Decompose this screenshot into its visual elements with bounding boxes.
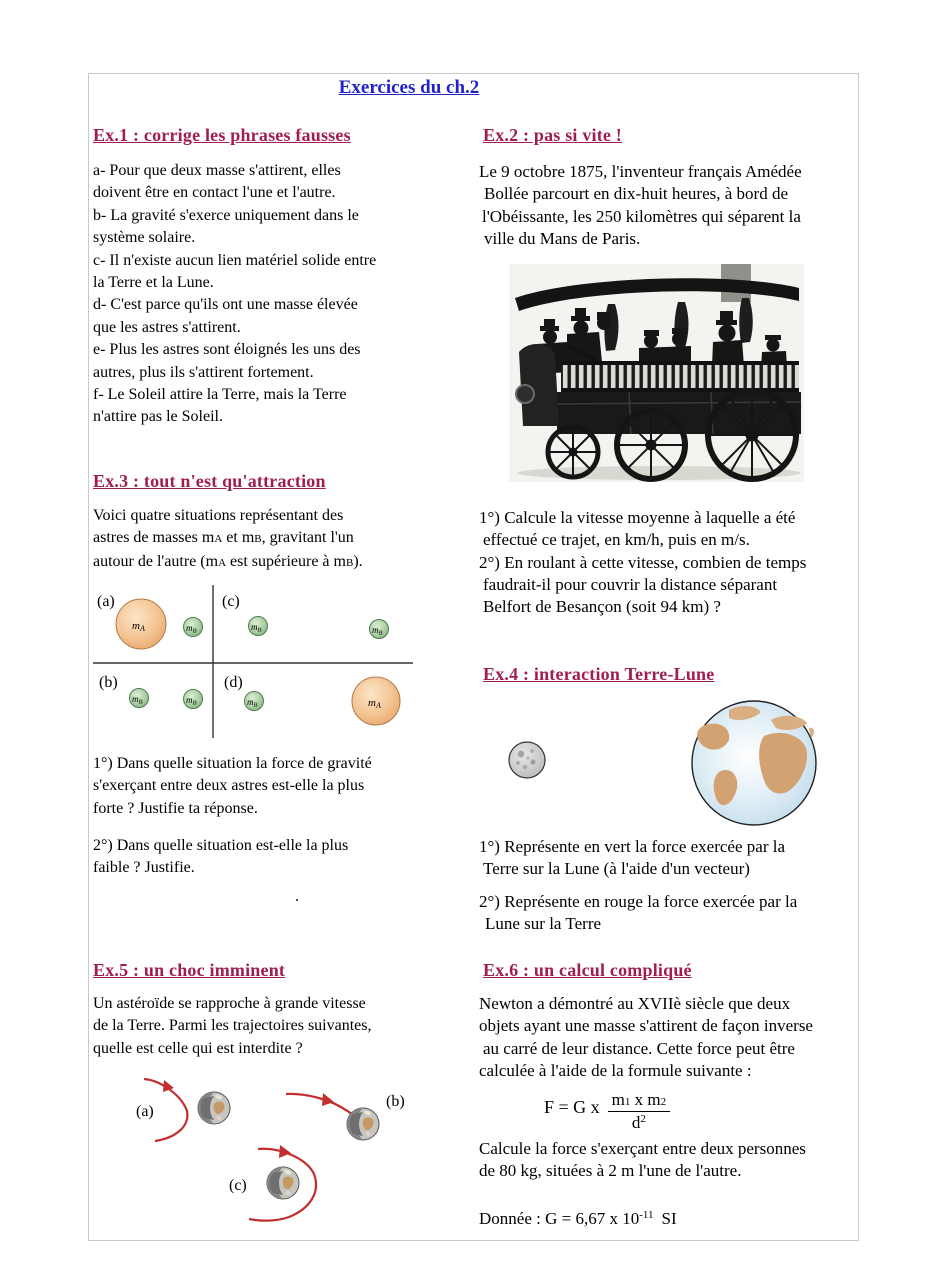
text-line: de 80 kg, situées à 2 m l'une de l'autre. xyxy=(479,1161,742,1181)
rear-wheel xyxy=(708,391,796,479)
text-line: f- Le Soleil attire la Terre, mais la Terre xyxy=(93,386,347,404)
text-line: Un astéroïde se rapproche à grande vitesse xyxy=(93,995,366,1012)
ex6-calc-text xyxy=(479,1138,806,1183)
ex4-heading: Ex.4 : interaction Terre-Lune xyxy=(483,664,715,684)
railing xyxy=(561,364,799,390)
formula-fraction xyxy=(608,1090,670,1133)
ex1-heading: Ex.1 : corrige les phrases fausses xyxy=(93,125,351,145)
text-line: la Terre et la Lune. xyxy=(93,274,214,292)
formula-numerator: m1 x m2 xyxy=(608,1090,670,1112)
ex4-question-1 xyxy=(479,836,785,881)
text-line: Le 9 octobre 1875, l'inventeur français Amédée xyxy=(479,162,802,181)
worksheet-page xyxy=(88,73,859,1241)
trajectory-c-arrowhead xyxy=(279,1145,291,1158)
ex1-text xyxy=(93,160,376,429)
text-line: ville du Mans de Paris. xyxy=(484,228,641,248)
earth-b xyxy=(347,1108,379,1140)
mass-a-sphere-label: mA xyxy=(368,697,381,710)
text-line: l'Obéissante, les 250 kilomètres qui séparent la xyxy=(482,206,801,226)
text-line: calculée à l'aide de la formule suivante : xyxy=(479,1060,752,1080)
situation-d-label: (d) xyxy=(224,674,243,691)
text-line: Calcule la force s'exerçant entre deux personnes xyxy=(479,1139,806,1158)
mass-b-sphere-label: mB xyxy=(132,694,143,706)
text-line: système solaire. xyxy=(93,229,196,247)
ex6-text xyxy=(479,993,813,1082)
text-line: Terre sur la Lune (à l'aide d'un vecteur) xyxy=(483,859,750,879)
mass-b-sphere-label: mB xyxy=(372,625,383,637)
ex3-question-1 xyxy=(93,753,372,820)
ex5-diagram xyxy=(89,1071,449,1233)
stray-dot: . xyxy=(295,888,299,905)
ex2-text xyxy=(479,161,802,250)
ex2-heading: Ex.2 : pas si vite ! xyxy=(483,125,622,145)
text-line: Newton a démontré au XVIIè siècle que deux xyxy=(479,994,791,1013)
text-line: c- Il n'existe aucun lien matériel solide entre xyxy=(93,251,377,269)
text-line: forte ? Justifie ta réponse. xyxy=(93,799,258,817)
text-line: a- Pour que deux masse s'attirent, elles xyxy=(93,162,341,179)
middle-wheel xyxy=(617,411,685,479)
trajectory-b-arrowhead xyxy=(322,1093,334,1106)
trajectory-a-arrowhead xyxy=(163,1080,174,1092)
ex4-figure xyxy=(481,696,851,828)
lamp xyxy=(516,385,534,403)
text-line: faudrait-il pour couvrir la distance séparant xyxy=(483,574,778,594)
page-title: Exercices du ch.2 xyxy=(338,77,480,98)
text-line: de la Terre. Parmi les trajectoires suivantes, xyxy=(93,1017,372,1035)
ex6-given-data: Donnée : G = 6,67 x $10^{-11}$ SI xyxy=(479,1209,677,1228)
text-line: effectué ce trajet, en km/h, puis en m/s. xyxy=(483,530,750,550)
text-line: faible ? Justifie. xyxy=(93,859,195,877)
text-line: 1°) Représente en vert la force exercée par la xyxy=(479,837,785,856)
car-photo xyxy=(509,264,804,482)
situation-b-label: (b) xyxy=(99,674,118,691)
trajectory-c-label: (c) xyxy=(229,1177,247,1194)
mass-b-sphere-label: mB xyxy=(186,623,197,635)
text-line: que les astres s'attirent. xyxy=(93,318,241,336)
text-line: au carré de leur distance. Cette force peut être xyxy=(483,1038,795,1058)
text-line: doivent être en contact l'une et l'autre. xyxy=(93,184,336,202)
text-line: Lune sur la Terre xyxy=(485,914,602,934)
text-line: autour de l'autre (mA est supérieure à mB). xyxy=(93,552,363,570)
earth-c xyxy=(267,1167,299,1199)
text-line: n'attire pas le Soleil. xyxy=(93,408,223,426)
formula-lhs: F = G x xyxy=(544,1097,600,1117)
text-line: s'exerçant entre deux astres est-elle la plus xyxy=(93,777,365,795)
mass-b-sphere-label: mB xyxy=(247,697,258,709)
trajectory-b-path xyxy=(286,1094,352,1114)
text-line: b- La gravité s'exerce uniquement dans le xyxy=(93,206,359,224)
text-line: Bollée parcourt en dix-huit heures, à bord de xyxy=(484,184,789,204)
ex3-intro xyxy=(93,505,363,574)
earth-image xyxy=(692,701,816,825)
text-line: Belfort de Besançon (soit 94 km) ? xyxy=(483,597,721,617)
text-line: 1°) Calcule la vitesse moyenne à laquelle a été xyxy=(479,508,796,527)
formula-denominator: $d^2$ xyxy=(631,1113,646,1132)
text-line: 1°) Dans quelle situation la force de gravité xyxy=(93,755,372,772)
moon-image xyxy=(509,742,545,778)
mass-a-sphere-label: mA xyxy=(132,620,145,633)
situation-c-label: (c) xyxy=(222,593,240,610)
ex3-heading: Ex.3 : tout n'est qu'attraction xyxy=(93,471,326,491)
ex4-question-2 xyxy=(479,891,797,936)
text-line: autres, plus ils s'attirent fortement. xyxy=(93,363,314,381)
text-line: e- Plus les astres sont éloignés les uns des xyxy=(93,341,361,359)
ex5-text xyxy=(93,993,371,1060)
text-line: 2°) Dans quelle situation est-elle la plus xyxy=(93,837,349,854)
text-line: 2°) Représente en rouge la force exercée par la xyxy=(479,892,798,911)
text-line: astres de masses mA et mB, gravitant l'un xyxy=(93,529,354,547)
trajectory-b-label: (b) xyxy=(386,1093,405,1110)
ex3-question-2 xyxy=(93,835,348,880)
front-wheel xyxy=(548,427,598,477)
text-line: quelle est celle qui est interdite ? xyxy=(93,1039,303,1057)
text-line: 2°) En roulant à cette vitesse, combien de temps xyxy=(479,552,807,572)
text-line: d- C'est parce qu'ils ont une masse élevée xyxy=(93,296,358,314)
mass-b-sphere-label: mB xyxy=(251,622,262,634)
ex3-diagram xyxy=(89,583,421,743)
mass-b-sphere-label: mB xyxy=(186,695,197,707)
gravitation-formula xyxy=(544,1090,670,1133)
ex5-heading: Ex.5 : un choc imminent xyxy=(93,960,286,980)
text-line: Voici quatre situations représentant des xyxy=(93,507,344,524)
earth-a xyxy=(198,1092,230,1124)
ex6-heading: Ex.6 : un calcul compliqué xyxy=(483,960,692,980)
trajectory-a-label: (a) xyxy=(136,1103,154,1120)
text-line: objets ayant une masse s'attirent de façon inverse xyxy=(479,1016,813,1036)
ex2-questions xyxy=(479,507,806,618)
situation-a-label: (a) xyxy=(97,593,115,610)
curtain xyxy=(739,298,753,343)
